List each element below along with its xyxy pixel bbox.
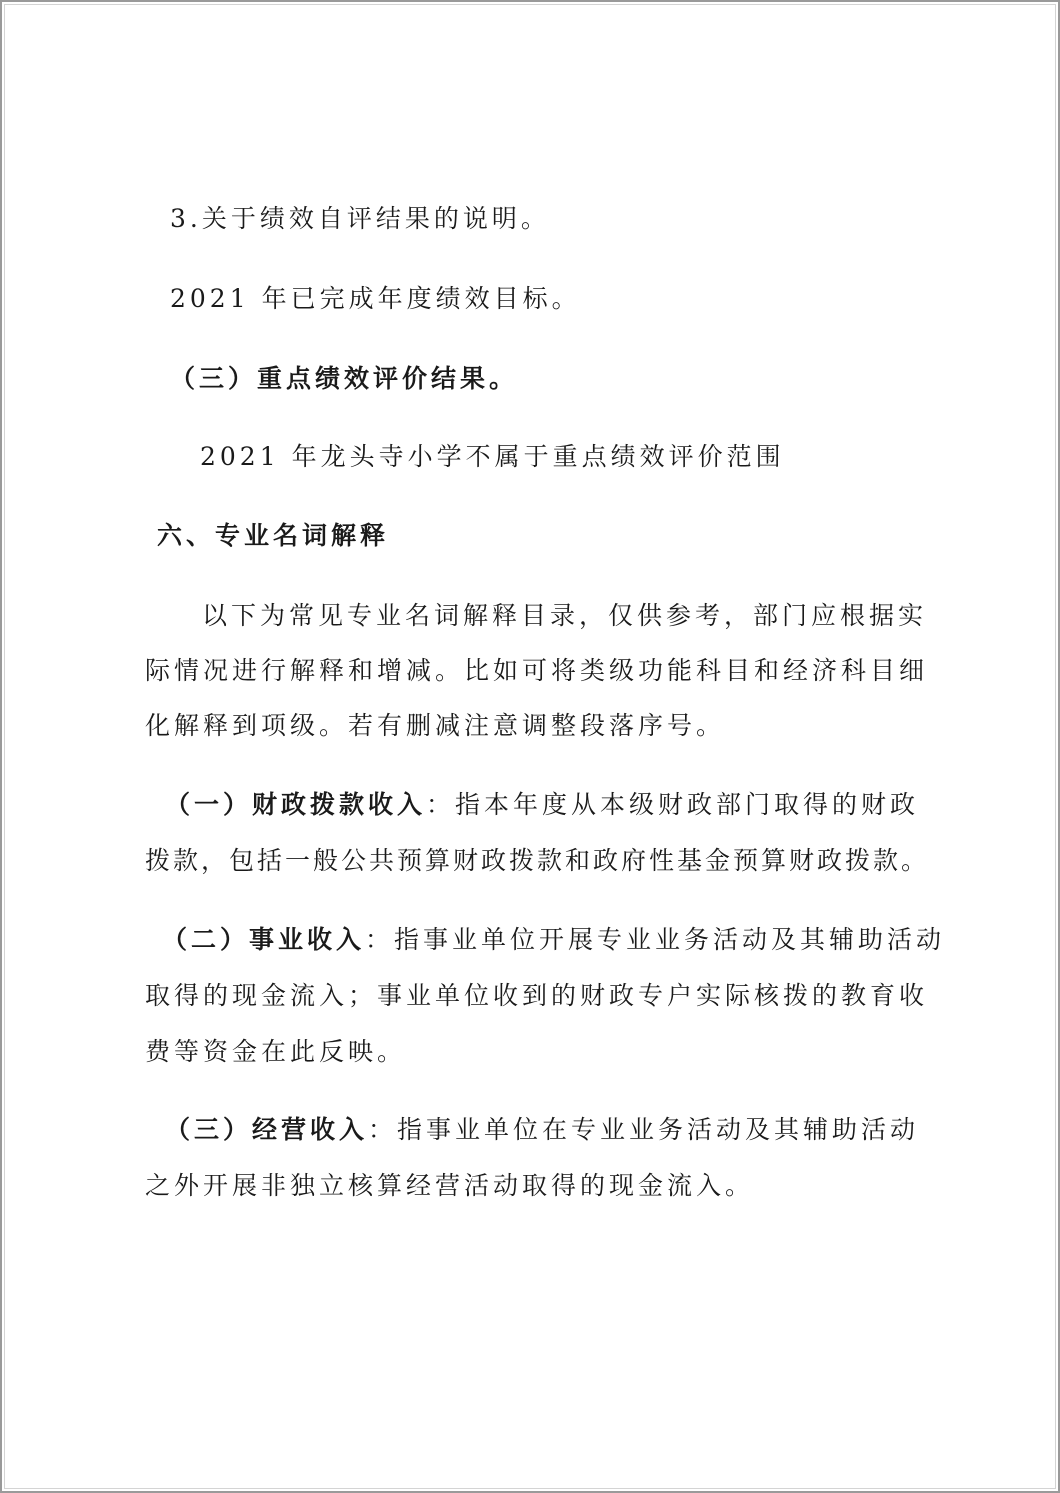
glossary-definition: ：指事业单位在专业业务活动及其辅助活动 — [368, 1115, 920, 1144]
key-evaluation-statement: 2021 年龙头寺小学不属于重点绩效评价范围 — [200, 442, 785, 471]
glossary-item-operating-income-cont: 之外开展非独立核算经营活动取得的现金流入。 — [145, 1171, 755, 1200]
glossary-item-business-income-cont-1: 取得的现金流入；事业单位收到的财政专户实际核拨的教育收 — [145, 981, 929, 1010]
glossary-item-business-income — [162, 924, 945, 956]
section-heading-key-evaluation: （三）重点绩效评价结果。 — [170, 364, 519, 393]
annual-target-statement: 2021 年已完成年度绩效目标。 — [170, 284, 581, 313]
glossary-item-fiscal-appropriation — [165, 789, 919, 821]
glossary-item-fiscal-appropriation-cont: 拨款，包括一般公共预算财政拨款和政府性基金预算财政拨款。 — [145, 846, 930, 875]
self-evaluation-note: 3.关于绩效自评结果的说明。 — [170, 204, 550, 233]
glossary-definition: ：指本年度从本级财政部门取得的财政 — [426, 790, 920, 819]
glossary-item-operating-income — [165, 1114, 919, 1146]
glossary-intro-line-3: 化解释到项级。若有删减注意调整段落序号。 — [145, 711, 726, 740]
glossary-term: （一）财政拨款收入 — [165, 790, 427, 819]
section-heading-glossary: 六、专业名词解释 — [157, 521, 390, 550]
glossary-intro-line-2: 际情况进行解释和增减。比如可将类级功能科目和经济科目细 — [145, 656, 929, 685]
glossary-item-business-income-cont-2: 费等资金在此反映。 — [145, 1037, 407, 1066]
glossary-term: （二）事业收入 — [162, 925, 366, 954]
glossary-intro-line-1: 以下为常见专业名词解释目录，仅供参考，部门应根据实 — [202, 601, 928, 630]
glossary-definition: ：指事业单位开展专业业务活动及其辅助活动 — [365, 925, 946, 954]
glossary-term: （三）经营收入 — [165, 1115, 369, 1144]
